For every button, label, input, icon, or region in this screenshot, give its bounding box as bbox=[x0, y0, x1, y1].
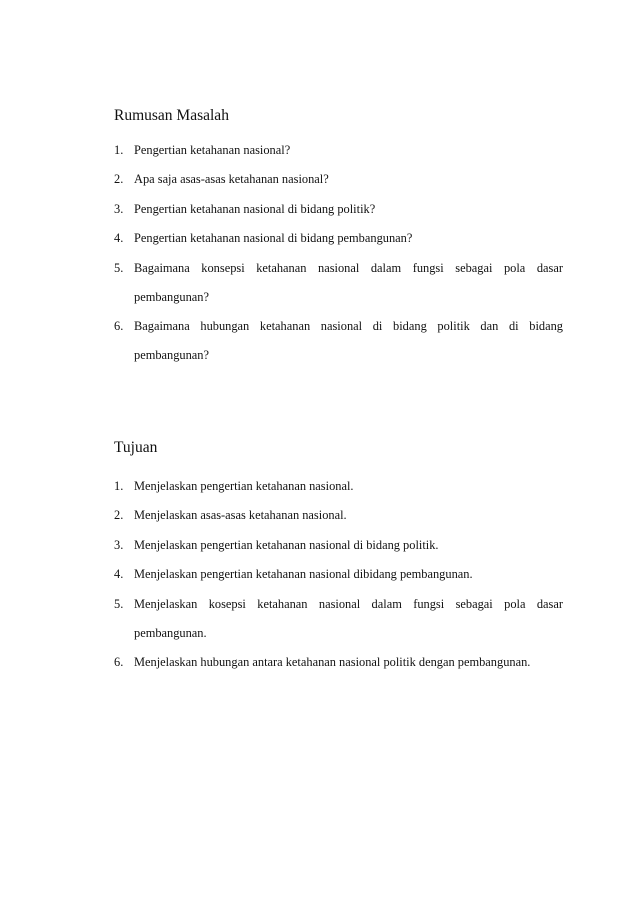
list-number: 3. bbox=[114, 202, 124, 216]
list-item-text: Bagaimana hubungan ketahanan nasional di bidang politik dan di bidang bbox=[134, 319, 563, 333]
list-number: 6. bbox=[114, 319, 124, 333]
list-number: 2. bbox=[114, 508, 124, 522]
list-number: 5. bbox=[114, 261, 124, 275]
list-item-text: Menjelaskan asas-asas ketahanan nasional. bbox=[134, 508, 347, 522]
list-item-text: Pengertian ketahanan nasional? bbox=[134, 143, 291, 157]
list-item-text-continued: pembangunan? bbox=[134, 348, 210, 362]
list-number: 2. bbox=[114, 172, 124, 186]
list-number: 5. bbox=[114, 597, 124, 611]
tujuan-heading: Tujuan bbox=[114, 439, 158, 456]
list-number: 1. bbox=[114, 479, 124, 493]
list-item-text: Menjelaskan hubungan antara ketahanan nasional politik dengan pembangunan. bbox=[134, 655, 531, 669]
list-item-text-continued: pembangunan? bbox=[134, 290, 210, 304]
list-item-text: Bagaimana konsepsi ketahanan nasional dalam fungsi sebagai pola dasar bbox=[134, 261, 563, 275]
list-item-text: Apa saja asas-asas ketahanan nasional? bbox=[134, 172, 329, 186]
list-item-text: Pengertian ketahanan nasional di bidang pembangunan? bbox=[134, 231, 413, 245]
list-item-text-continued: pembangunan. bbox=[134, 626, 207, 640]
list-item-text: Menjelaskan pengertian ketahanan nasional di bidang politik. bbox=[134, 538, 439, 552]
list-number: 1. bbox=[114, 143, 124, 157]
list-item-text: Menjelaskan pengertian ketahanan nasional dibidang pembangunan. bbox=[134, 567, 473, 581]
list-item-text: Pengertian ketahanan nasional di bidang politik? bbox=[134, 202, 376, 216]
list-number: 4. bbox=[114, 231, 124, 245]
rumusan-masalah-heading: Rumusan Masalah bbox=[114, 107, 229, 124]
list-item-text: Menjelaskan pengertian ketahanan nasional. bbox=[134, 479, 354, 493]
list-item-text: Menjelaskan kosepsi ketahanan nasional dalam fungsi sebagai pola dasar bbox=[134, 597, 563, 611]
list-number: 3. bbox=[114, 538, 124, 552]
list-number: 4. bbox=[114, 567, 124, 581]
list-number: 6. bbox=[114, 655, 124, 669]
